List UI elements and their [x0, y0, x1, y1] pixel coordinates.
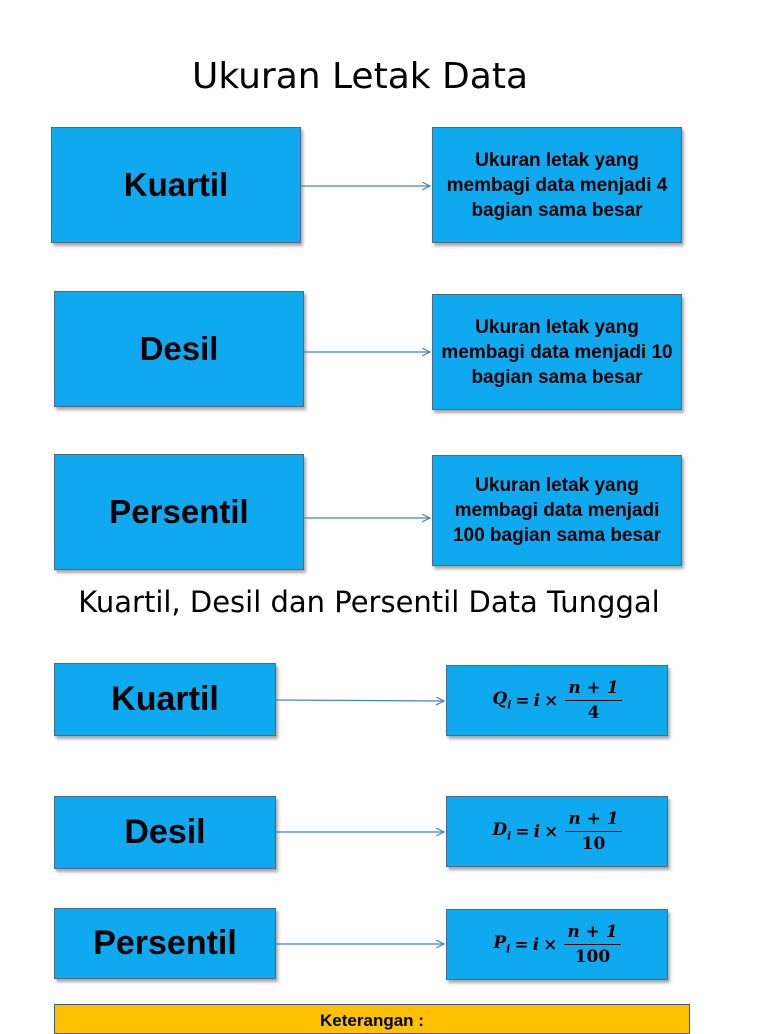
section-title-ukuran-letak-data: Ukuran Letak Data	[191, 56, 529, 97]
section-title-data-tunggal: Kuartil, Desil dan Persentil Data Tunggal	[78, 585, 660, 619]
description-text: Ukuran letak yang membagi data menjadi 10 bagian sama besar	[441, 316, 673, 388]
note-box	[54, 1004, 690, 1034]
note-title: Keterangan :	[320, 1011, 424, 1030]
description-text: Ukuran letak yang membagi data menjadi 4 bagian sama besar	[446, 149, 668, 221]
term-label: Desil	[124, 813, 206, 851]
formula-persentil: $P_i$ = i × $\frac{n + 1}{100}$	[493, 922, 620, 967]
description-text: Ukuran letak yang membagi data menjadi 100 bagian sama besar	[452, 475, 662, 546]
term-label: Persentil	[93, 924, 237, 962]
term-label: Kuartil	[111, 680, 219, 718]
term-label: Kuartil	[123, 166, 229, 203]
term-label: Persentil	[109, 493, 249, 530]
term-label: Desil	[139, 330, 219, 367]
formula-kuartil: $Q_i$ = i × $\frac{n + 1}{4}$	[492, 678, 621, 723]
arrow-kuartil-formula	[276, 700, 444, 701]
formula-desil: $D_i$ = i × $\frac{n + 1}{10}$	[492, 809, 621, 854]
